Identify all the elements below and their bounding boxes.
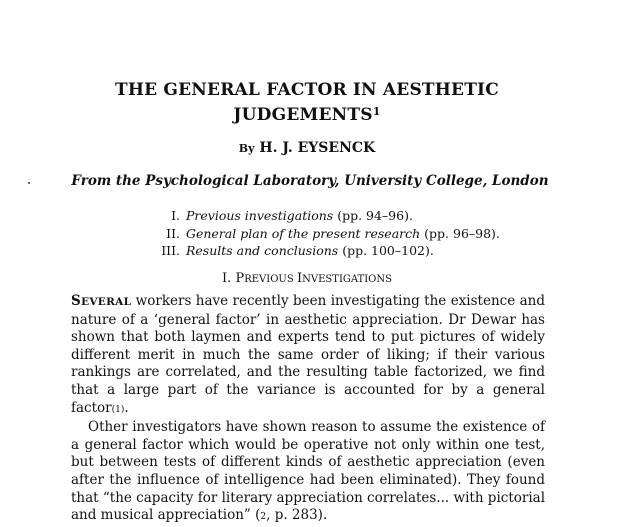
toc-item-pages: (pp. 96–98). <box>424 225 500 241</box>
author-line <box>100 140 514 156</box>
paragraph <box>71 293 545 419</box>
paragraph-text: workers have recently been investigating the existence and nature of a ‘general factor’ in aesthetic appreciation. Dr Dewar has shown that both laymen and experts tend to put pictures of widely different merit in much the same order of liking; if their various rankings are correlated, and the resulting table factorized, we find that a large part of the variance is accounted for by a general factor <box>71 293 545 416</box>
citation-ref: 2 <box>260 512 267 523</box>
article-body <box>71 293 545 527</box>
toc-item-pages: (pp. 94–96). <box>337 208 413 223</box>
section-title: PREVIOUS INVESTIGATIONS <box>235 271 392 286</box>
toc-item-title: General plan of the present research <box>186 225 421 241</box>
author-name: H. J. EYSENCK <box>259 140 376 156</box>
paragraph-end: . <box>124 399 129 416</box>
toc-item <box>118 207 500 225</box>
citation-ref: (1) <box>111 404 125 415</box>
toc-item <box>118 225 500 243</box>
section-heading <box>100 271 514 286</box>
toc-item-number: III. <box>161 243 180 258</box>
article-title <box>100 79 514 126</box>
toc-item-number: I. <box>171 208 180 223</box>
toc-item-number: II. <box>166 225 180 241</box>
affiliation: From the Psychological Laboratory, University College, London <box>71 173 549 189</box>
paragraph <box>71 419 545 527</box>
toc-item <box>118 242 500 260</box>
title-line-1: THE GENERAL FACTOR IN AESTHETIC <box>115 80 499 100</box>
scan-speck <box>28 182 30 184</box>
toc-item-pages: (pp. 100–102). <box>342 243 434 258</box>
paragraph-text: Other investigators have shown reason to assume the existence of a general factor which would be operative not only within one test, but between tests of different kinds of aesthetic appreciation (even after the influence of intelligence had been eliminated). They found that “the capacity for literary appreciation correlates... with pictorial and musical appreciation” ( <box>71 419 546 524</box>
author-by: By <box>238 142 255 155</box>
paragraph-lead-word: SEVERAL <box>71 293 132 309</box>
toc-item-title: Previous investigations <box>186 208 334 223</box>
table-of-contents <box>118 207 500 260</box>
title-footnote-mark: 1 <box>372 105 381 118</box>
toc-item-title: Results and conclusions <box>186 243 339 258</box>
title-line-2: JUDGEMENTS <box>233 105 373 125</box>
paragraph-end: , p. 283). <box>266 507 328 524</box>
section-number: I. <box>222 271 232 286</box>
